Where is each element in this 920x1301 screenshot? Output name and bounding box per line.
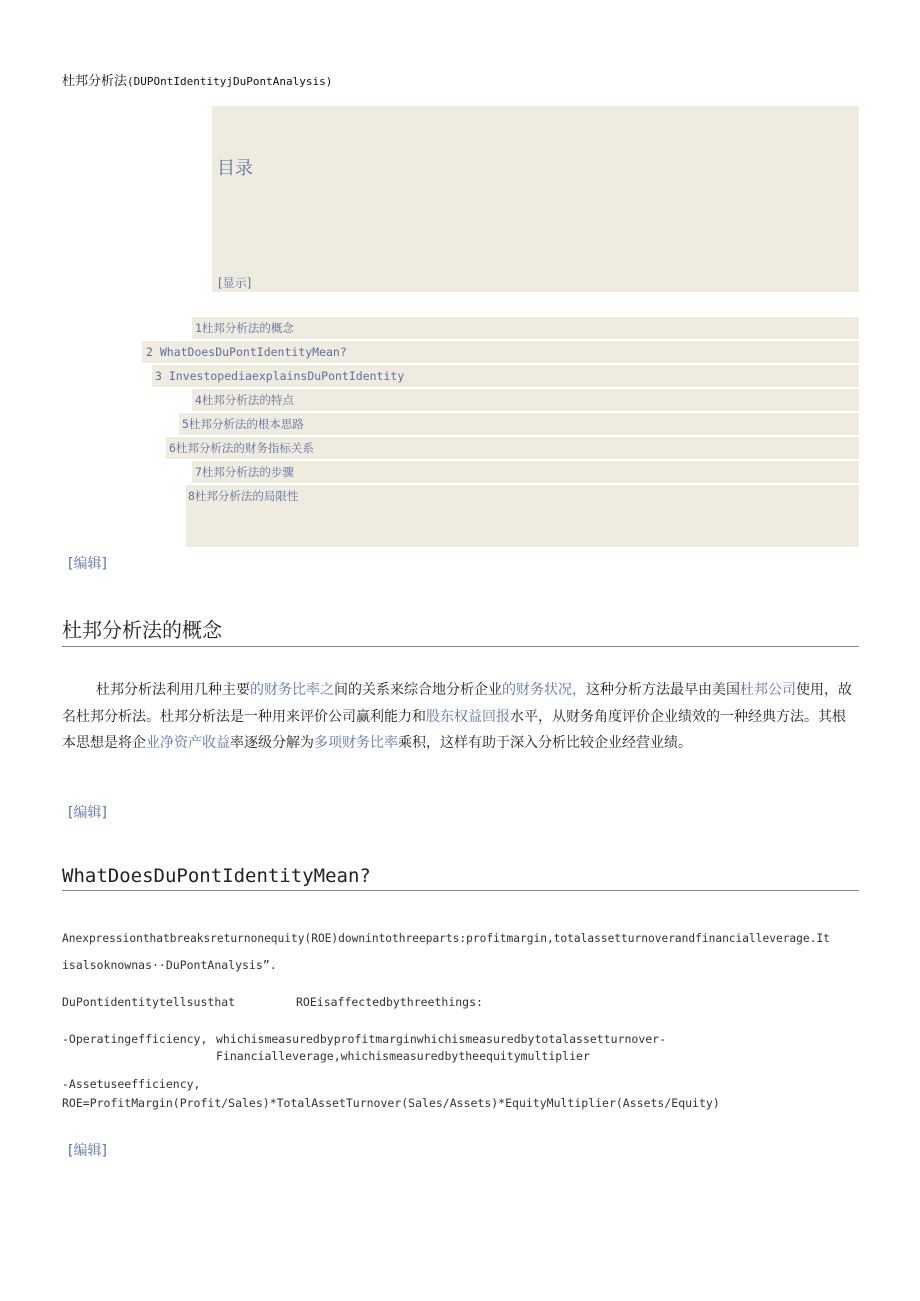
section-heading-what-does: WhatDoesDuPontIdentityMean? [62,865,859,891]
toc-item-4[interactable]: 4杜邦分析法的特点 [192,389,859,411]
toc-header-box [212,106,859,292]
link-dupont-company[interactable]: 杜邦公司 [740,682,796,698]
toc-footer-box [186,505,859,547]
concept-paragraph: 杜邦分析法利用几种主要的财务比率之间的关系来综合地分析企业的财务状况，这种分析方法最早由美国杜邦公司使用，故名杜邦分析法。杜邦分析法是一种用来评价公司赢利能力和股东权益回报水平，从财务角度评价企业绩效的一种经典方法。其根本思想是将企业净资产收益率逐级分解为多项财务比率乘积，这样有助于深入分析比较企业经营业绩。 [62,682,852,751]
text-line: -Assetuseefficiency, [62,1077,201,1091]
document-title [62,70,332,89]
toc-toggle-link[interactable]: [显示] [218,276,252,290]
toc-item-1[interactable]: 1杜邦分析法的概念 [192,317,859,339]
text-line: -Operatingefficiency, [62,1032,208,1046]
edit-link[interactable]: [编辑] [68,556,107,572]
text-line: Financialleverage,whichismeasuredbytheequitymultiplier [216,1049,590,1063]
text-line: isalsoknownas··DuPontAnalysis”. [62,958,277,972]
link-financial-ratios[interactable]: 的财务比率之 [250,682,334,698]
text-line: Anexpressionthatbreaksreturnonequity(ROE)downintothreeparts:profitmargin,totalassetturnoverandfinancialleverage.It [62,932,830,945]
toc-heading: 目录 [217,158,253,179]
title-chinese: 杜邦分析法 [62,74,128,89]
section-heading-concept: 杜邦分析法的概念 [62,614,859,647]
link-roe[interactable]: 业净资产收益 [146,735,230,751]
link-financial-condition[interactable]: 的财务状况， [502,682,586,698]
toc-item-6[interactable]: 6杜邦分析法的财务指标关系 [166,437,859,459]
edit-link[interactable]: [编辑] [68,805,107,821]
edit-link[interactable]: [编辑] [68,1143,107,1159]
text-line: whichismeasuredbyprofitmarginwhichismeasuredbytotalassetturnover- [216,1032,667,1046]
text-line: ROEisaffectedbythreethings: [296,995,483,1009]
formula-line: ROE=ProfitMargin(Profit/Sales)*TotalAssetTurnover(Sales/Assets)*EquityMultiplier(Assets/Equity) [62,1096,720,1110]
toc-item-7[interactable]: 7杜邦分析法的步骤 [192,461,859,483]
link-multiple-ratios[interactable]: 多项财务比率 [314,735,398,751]
toc-item-8[interactable]: 8杜邦分析法的局限性 [186,485,859,507]
title-latin: (DUPOntIdentityjDuPontAnalysis) [127,75,333,88]
text-line: DuPontidentitytellsusthat [62,995,236,1009]
toc-item-5[interactable]: 5杜邦分析法的根本思路 [179,413,859,435]
toc-item-2[interactable]: 2 WhatDoesDuPontIdentityMean? [142,341,859,363]
toc-item-3[interactable]: 3 InvestopediaexplainsDuPontIdentity [152,365,859,387]
link-shareholder-return[interactable]: 股东权益回报 [426,708,510,725]
